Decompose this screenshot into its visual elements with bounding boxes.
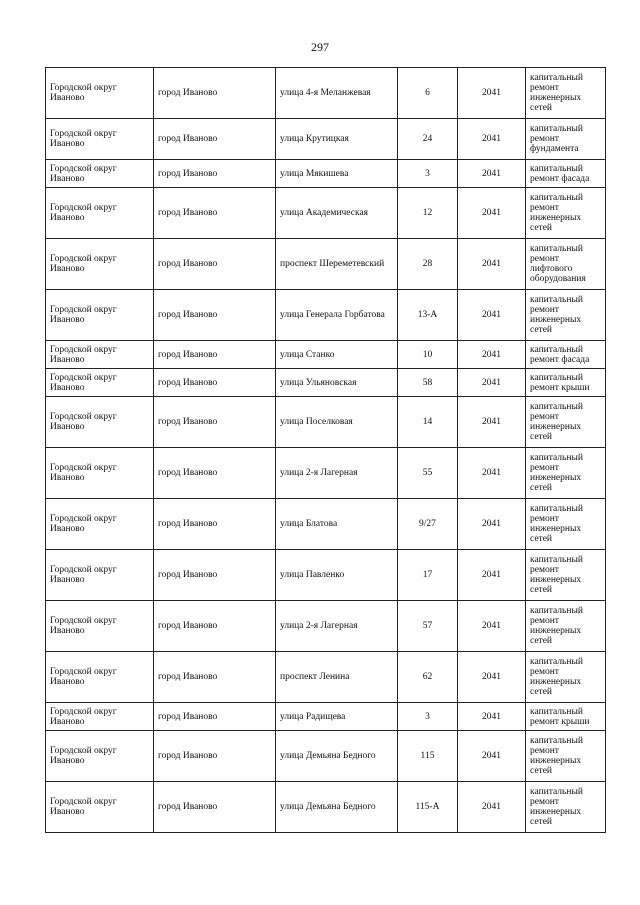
table-row (46, 782, 606, 833)
city-cell: город Иваново (154, 550, 276, 601)
city-cell: город Иваново (154, 448, 276, 499)
work-type-cell: капитальный ремонт инженерных сетей (526, 731, 606, 782)
work-type-cell: капитальный ремонт крыши (526, 703, 606, 731)
city-cell: город Иваново (154, 652, 276, 703)
year-cell: 2041 (458, 550, 526, 601)
year-cell: 2041 (458, 341, 526, 369)
district-cell: Городской округ Иваново (46, 782, 154, 833)
work-type-cell: капитальный ремонт инженерных сетей (526, 601, 606, 652)
city-cell: город Иваново (154, 369, 276, 397)
table-row (46, 397, 606, 448)
city-cell: город Иваново (154, 188, 276, 239)
street-cell: улица 2-я Лагерная (276, 601, 398, 652)
table-row (46, 188, 606, 239)
table-row (46, 499, 606, 550)
table-row (46, 652, 606, 703)
work-type-cell: капитальный ремонт инженерных сетей (526, 782, 606, 833)
house-number-cell: 13-А (398, 290, 458, 341)
work-type-cell: капитальный ремонт фасада (526, 341, 606, 369)
house-number-cell: 3 (398, 160, 458, 188)
district-cell: Городской округ Иваново (46, 188, 154, 239)
work-type-cell: капитальный ремонт фасада (526, 160, 606, 188)
table-row (46, 290, 606, 341)
year-cell: 2041 (458, 601, 526, 652)
year-cell: 2041 (458, 160, 526, 188)
district-cell: Городской округ Иваново (46, 448, 154, 499)
district-cell: Городской округ Иваново (46, 68, 154, 119)
table-body (46, 68, 606, 833)
house-number-cell: 57 (398, 601, 458, 652)
district-cell: Городской округ Иваново (46, 239, 154, 290)
street-cell: проспект Шереметевский (276, 239, 398, 290)
house-number-cell: 17 (398, 550, 458, 601)
district-cell: Городской округ Иваново (46, 397, 154, 448)
house-number-cell: 14 (398, 397, 458, 448)
house-number-cell: 62 (398, 652, 458, 703)
work-type-cell: капитальный ремонт инженерных сетей (526, 188, 606, 239)
table-row (46, 703, 606, 731)
house-number-cell: 9/27 (398, 499, 458, 550)
city-cell: город Иваново (154, 601, 276, 652)
street-cell: проспект Ленина (276, 652, 398, 703)
table-row (46, 160, 606, 188)
house-number-cell: 58 (398, 369, 458, 397)
year-cell: 2041 (458, 703, 526, 731)
district-cell: Городской округ Иваново (46, 369, 154, 397)
work-type-cell: капитальный ремонт инженерных сетей (526, 68, 606, 119)
city-cell: город Иваново (154, 782, 276, 833)
district-cell: Городской округ Иваново (46, 731, 154, 782)
table-row (46, 239, 606, 290)
year-cell: 2041 (458, 731, 526, 782)
house-number-cell: 55 (398, 448, 458, 499)
district-cell: Городской округ Иваново (46, 550, 154, 601)
table-row (46, 448, 606, 499)
house-number-cell: 28 (398, 239, 458, 290)
house-number-cell: 12 (398, 188, 458, 239)
work-type-cell: капитальный ремонт инженерных сетей (526, 652, 606, 703)
city-cell: город Иваново (154, 499, 276, 550)
work-type-cell: капитальный ремонт инженерных сетей (526, 550, 606, 601)
street-cell: улица Демьяна Бедного (276, 731, 398, 782)
city-cell: город Иваново (154, 160, 276, 188)
district-cell: Городской округ Иваново (46, 499, 154, 550)
street-cell: улица Демьяна Бедного (276, 782, 398, 833)
street-cell: улица Крутицкая (276, 119, 398, 160)
year-cell: 2041 (458, 782, 526, 833)
street-cell: улица Академическая (276, 188, 398, 239)
table-row (46, 341, 606, 369)
street-cell: улица Генерала Горбатова (276, 290, 398, 341)
city-cell: город Иваново (154, 290, 276, 341)
table-row (46, 601, 606, 652)
street-cell: улица Блатова (276, 499, 398, 550)
city-cell: город Иваново (154, 239, 276, 290)
year-cell: 2041 (458, 652, 526, 703)
street-cell: улица Мякишева (276, 160, 398, 188)
work-type-cell: капитальный ремонт фундамента (526, 119, 606, 160)
city-cell: город Иваново (154, 397, 276, 448)
district-cell: Городской округ Иваново (46, 341, 154, 369)
district-cell: Городской округ Иваново (46, 119, 154, 160)
table-row (46, 119, 606, 160)
house-number-cell: 115-А (398, 782, 458, 833)
page-number: 297 (311, 40, 329, 54)
street-cell: улица Станко (276, 341, 398, 369)
work-type-cell: капитальный ремонт крыши (526, 369, 606, 397)
street-cell: улица 2-я Лагерная (276, 448, 398, 499)
city-cell: город Иваново (154, 341, 276, 369)
table-row (46, 68, 606, 119)
house-number-cell: 6 (398, 68, 458, 119)
year-cell: 2041 (458, 290, 526, 341)
table-row (46, 550, 606, 601)
repair-schedule-table (45, 67, 606, 833)
street-cell: улица Радищева (276, 703, 398, 731)
street-cell: улица 4-я Меланжевая (276, 68, 398, 119)
house-number-cell: 115 (398, 731, 458, 782)
work-type-cell: капитальный ремонт инженерных сетей (526, 290, 606, 341)
year-cell: 2041 (458, 188, 526, 239)
house-number-cell: 24 (398, 119, 458, 160)
table-row (46, 731, 606, 782)
year-cell: 2041 (458, 239, 526, 290)
city-cell: город Иваново (154, 119, 276, 160)
year-cell: 2041 (458, 397, 526, 448)
district-cell: Городской округ Иваново (46, 601, 154, 652)
street-cell: улица Поселковая (276, 397, 398, 448)
year-cell: 2041 (458, 499, 526, 550)
year-cell: 2041 (458, 119, 526, 160)
city-cell: город Иваново (154, 68, 276, 119)
district-cell: Городской округ Иваново (46, 290, 154, 341)
work-type-cell: капитальный ремонт лифтового оборудования (526, 239, 606, 290)
work-type-cell: капитальный ремонт инженерных сетей (526, 397, 606, 448)
table-row (46, 369, 606, 397)
district-cell: Городской округ Иваново (46, 160, 154, 188)
street-cell: улица Ульяновская (276, 369, 398, 397)
house-number-cell: 3 (398, 703, 458, 731)
house-number-cell: 10 (398, 341, 458, 369)
district-cell: Городской округ Иваново (46, 652, 154, 703)
work-type-cell: капитальный ремонт инженерных сетей (526, 499, 606, 550)
district-cell: Городской округ Иваново (46, 703, 154, 731)
work-type-cell: капитальный ремонт инженерных сетей (526, 448, 606, 499)
city-cell: город Иваново (154, 731, 276, 782)
street-cell: улица Павленко (276, 550, 398, 601)
city-cell: город Иваново (154, 703, 276, 731)
year-cell: 2041 (458, 448, 526, 499)
year-cell: 2041 (458, 369, 526, 397)
year-cell: 2041 (458, 68, 526, 119)
